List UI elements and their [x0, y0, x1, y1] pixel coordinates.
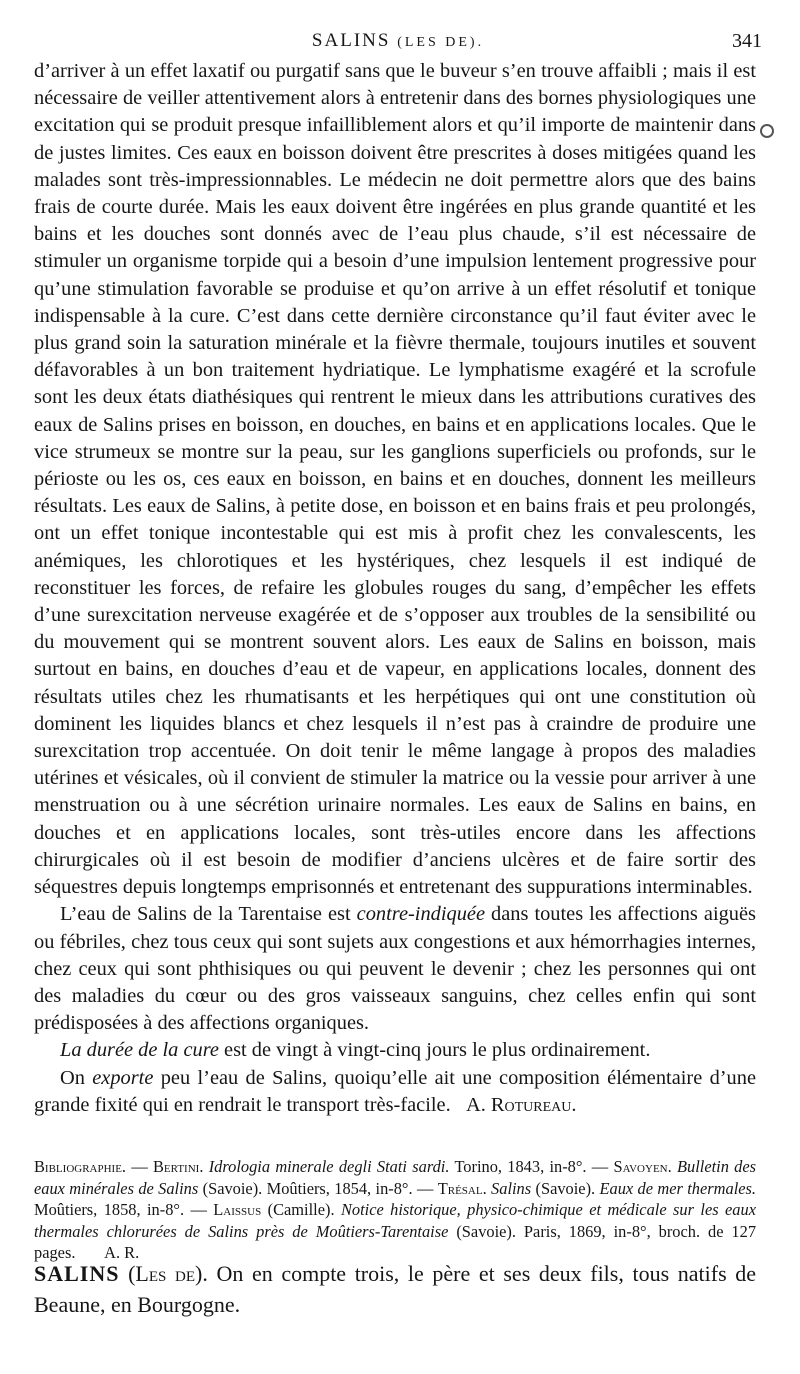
bibliography-label: Bibliographie. [34, 1157, 127, 1176]
biblio-title-4: Notice historique, physico-chimique et médicale sur les eaux thermales chlorurées de Salins près de Moûtiers-Tarentaise [34, 1200, 756, 1241]
entry-headword: SALINS [34, 1261, 120, 1286]
p2-text-before: L’eau de Salins de la Tarentaise est [60, 903, 357, 926]
paragraph-cure-duration [34, 1037, 756, 1064]
biblio-title-1: Idrologia minerale degli Stati sardi. [208, 1157, 450, 1176]
running-head-title: SALINS [311, 30, 391, 51]
p2-text-after: dans toutes les affections aiguës ou fébriles, chez tous ceux qui sont sujets aux congestions et aux hémorrhagies internes, chez ceux qui sont phthisiques ou qui peuvent le devenir ; chez les personnes qui ont des maladies du cœur ou des gros vaisseaux sanguins, chez celles enfin qui sont prédisposées à des affections organiques. [34, 903, 756, 1035]
biblio-mid-4: (Camille). [261, 1200, 341, 1219]
margin-mark-icon [760, 124, 774, 138]
page-number: 341 [732, 30, 762, 52]
biblio-author-3: Trésal. [437, 1178, 487, 1198]
biblio-rest-3: Moûtiers, 1858, in-8°. — [34, 1200, 207, 1219]
biblio-title-3a: Salins [491, 1178, 532, 1198]
paragraph-export [34, 1065, 756, 1119]
p2-italic-term: contre-indiquée [356, 903, 486, 926]
p4-italic-term: exporte [92, 1066, 154, 1089]
biblio-signature: A. R. [104, 1243, 140, 1262]
entry-headword-paren: (Les de). [128, 1261, 208, 1286]
biblio-rest-4: (Savoie). Paris, 1869, in-8°, broch. de 127 pages. [34, 1221, 757, 1262]
entry-text: On en compte trois, le père et ses deux fils, tous natifs de Beaune, en Bourgogne. [34, 1261, 757, 1317]
biblio-author-2: Savoyen. [613, 1157, 672, 1176]
page-header [34, 30, 762, 56]
p3-text-after: est de vingt à vingt-cinq jours le plus ordinairement. [218, 1039, 651, 1062]
biblio-author-1: Bertini. [153, 1157, 204, 1176]
article-signature: A. Rotureau. [466, 1093, 577, 1116]
article-body [34, 58, 756, 1119]
biblio-title-3b: Eaux de mer thermales. [599, 1178, 756, 1198]
p4-text-after: peu l’eau de Salins, quoiqu’elle ait une composition élémentaire d’une grande fixité qui en rendrait le transport très-facile. [34, 1066, 756, 1116]
biblio-author-4: Laissus [213, 1200, 262, 1219]
biblio-rest-1: Torino, 1843, in-8°. — [449, 1157, 609, 1176]
running-head-subtitle: (LES DE). [397, 35, 485, 50]
running-head [34, 30, 762, 52]
p4-text-before: On [60, 1066, 93, 1089]
p3-italic-term: La durée de la cure [60, 1039, 219, 1062]
bibliography: Bibliographie. — Bertini. Idrologia minerale degli Stati sardi. Torino, 1843, in-8°. — Savoyen. Bulletin des eaux minérales de Salins (Savoie). Moûtiers, 1854, in-8°. — Trésal. Salins (Savoie). Eaux de mer thermales. Moûtiers, 1858, in-8°. — Laissus (Camille). Notice historique, physico-chimique et médicale sur les eaux thermales chlorurées de Salins près de Moûtiers-Tarentaise (Savoie). Paris, 1869, in-8°, broch. de 127 pages. A. R. [34, 1157, 757, 1262]
paragraph-indications: d’arriver à un effet laxatif ou purgatif sans que le buveur s’en trouve affaibli ; mais il est nécessaire de veiller attentivement alors à entretenir dans des bornes physiologiques une excitation qui se produit presque infailliblement alors et qu’il importe de maintenir dans de justes limites. Ces eaux en boisson doivent être prescrites à doses mitigées quand les malades sont très-impressionnables. Le médecin ne doit permettre alors que des bains frais de courte durée. Mais les eaux doivent être ingérées en plus grande quantité et les bains et les douches sont donnés avec de l’eau plus chaude, s’il est nécessaire de stimuler un organisme torpide qui a besoin d’une impulsion lentement progressive pour qu’une stimulation favorable se produise et qu’on arrive à un effet résolutif et tonique indispensable à la cure. C’est dans cette dernière circonstance qu’il faut éviter avec le plus grand soin la saturation minérale et la fièvre thermale, toujours inutiles et souvent défavorables à un bon traitement hydriatique. Le lymphatisme exagéré et la scrofule sont les deux états diathésiques qui rentrent le mieux dans les attributions curatives des eaux de Salins prises en boisson, en douches, en bains et en applications locales. Que le vice strumeux se montre sur la peau, sur les ganglions superficiels ou profonds, sur le périoste ou les os, ces eaux en boisson, en bains et en douches, donnent les meilleurs résultats. Les eaux de Salins, à petite dose, en boisson et en bains frais et peu prolongés, ont un effet tonique incontestable qui est mis à profit chez les convalescents, les anémiques, les chlorotiques et les hystériques, chez lesquels il est indiqué de reconstituer les forces, de refaire les globules rouges du sang, d’empêcher les effets d’une surexcitation nerveuse exagérée et de s’opposer aux troubles de la sensibilité ou du mouvement qui se montrent souvent alors. Les eaux de Salins en boisson, mais surtout en bains, en douches d’eau et de vapeur, en applications locales, donnent des résultats utiles chez les rhumatisants et les herpétiques qui ont une constitution où dominent les liquides blancs et chez lesquels il n’est pas à craindre de produire une surexcitation trop accentuée. On doit tenir le même langage à propos des maladies utérines et vésicales, où il convient de stimuler la matrice ou la vessie pour arriver à une menstruation ou à une sécrétion urinaire normales. Les eaux de Salins en bains, en douches et en applications locales, sont très-utiles encore dans les affections chirurgicales où il est besoin de modifier d’anciens ulcères et de faire sortir des séquestres depuis longtemps emprisonnés et entretenant des suppurations interminables. [34, 60, 756, 899]
biblio-title-2: Bulletin des eaux minérales de Salins [34, 1157, 757, 1198]
dictionary-entry [34, 1258, 756, 1320]
paragraph-contraindications [34, 901, 756, 1037]
biblio-mid-3: (Savoie). [531, 1178, 600, 1198]
biblio-rest-2: (Savoie). Moûtiers, 1854, in-8°. — [198, 1178, 434, 1198]
